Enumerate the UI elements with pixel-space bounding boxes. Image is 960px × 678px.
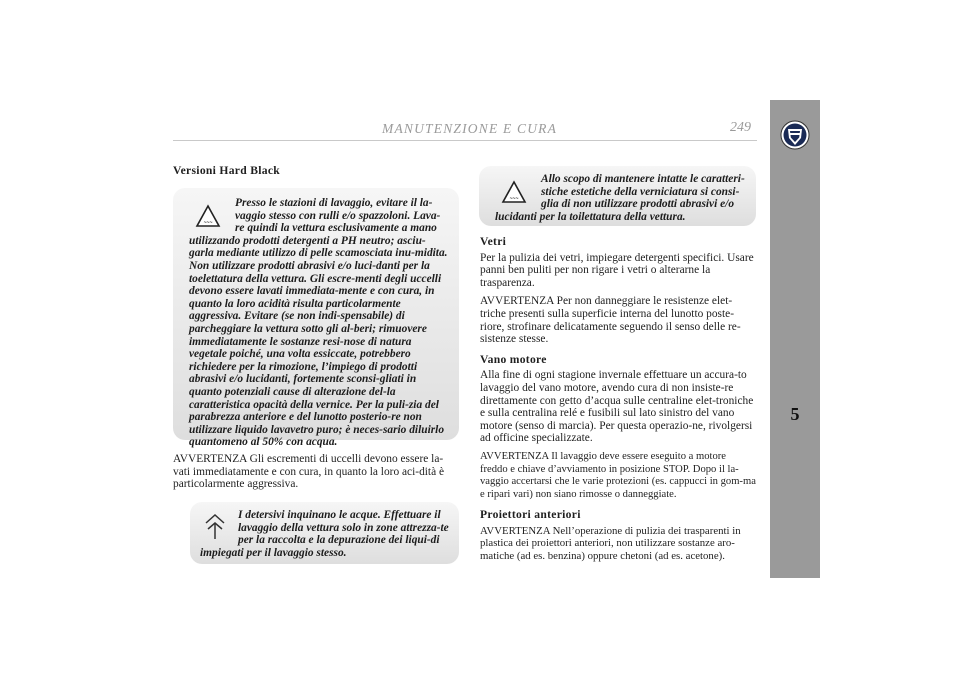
environment-leaf-icon [200, 509, 230, 541]
vetri-paragraph-2: AVVERTENZA Per non danneggiare le resistenze elet-triche presenti sulla superficie interna del lunotto poste-riore, strofinare delicatamente seguendo il senso delle re-sistenze stesse. [480, 295, 741, 346]
running-header-title: MANUTENZIONE E CURA [382, 121, 558, 136]
warning-box-text: Allo scopo di mantenere intatte le caratteri-stiche estetiche della verniciatura si consi-glia di non utilizzare prodotti abrasivi e/o lucidanti per la toilettatura della vettura. [495, 173, 745, 223]
chapter-tab-strip [770, 100, 820, 578]
left-column [173, 165, 457, 178]
warning-box-text: Presso le stazioni di lavaggio, evitare il la-vaggio stesso con rulli e/o spazzoloni. Lava-re quindi la vettura esclusivamente a mano utilizzando prodotti detergenti a PH neutro; asciu-garla mediante utilizzo di pelle scamosciata inu-midita. Non utilizzare prodotti abrasivi e/o luci-danti per la toelettatura della vettura. Gli escre-menti degli uccelli devono essere lavati immediata-mente e con cura, in quanto la loro acidità risulta particolarmente aggressiva. Evitare (se non indi-spensabile) di parcheggiare la vettura sotto gli al-beri; rimuovere immediatamente le sostanze resi-nose di natura vegetale poiché, una volta essiccate, potrebbero richiedere per la rimozione, l’impiego di prodotti abrasivi e/o lucidanti, fortemente sconsi-gliati in quanto potenziali cause di alterazione del-la caratteristica opacità della vernice. Per la puli-zia del parabrezza anteriore e del lunotto posterio-re non utilizzare liquido lavavetro puro; è neces-sario diluirlo quantomeno al 50% con acqua. [189, 197, 448, 449]
environment-box [190, 502, 459, 564]
section-heading-hard-black: Versioni Hard Black [173, 164, 281, 177]
right-column-body [480, 236, 756, 563]
vetri-paragraph-1: Per la pulizia dei vetri, impiegare detergenti specifici. Usare panni ben puliti per non rigare i vetri o alterarne la trasparenza. [480, 251, 754, 289]
section-heading-vano-motore: Vano motore [480, 352, 547, 366]
left-warning-paragraph [173, 453, 457, 491]
vano-paragraph-1: Alla fine di ogni stagione invernale effettuare un accura-to lavaggio del vano motore, avendo cura di non insiste-re direttamente con getto d’acqua sulle centraline elet-troniche e sulla centralina relé e fusibili sul lato sinistro del vano motore (senso di marcia). Per questa operazio-ne, rivolgersi ad officine specializzate. [480, 369, 754, 445]
section-heading-vetri: Vetri [480, 235, 507, 248]
warning-box-hard-black [173, 188, 459, 449]
warning-triangle-icon [189, 197, 227, 231]
svg-text:~~~: ~~~ [203, 220, 213, 226]
avvertenza-escrementi: AVVERTENZA Gli escrementi di uccelli devono essere la-vati immediatamente e con cura, in quanto la loro aci-dità è particolarmente aggressiva. [173, 453, 445, 491]
proiettori-paragraph-1: AVVERTENZA Nell’operazione di pulizia dei trasparenti in plastica dei proiettori anteriori, non utilizzare sostanze aro-matiche (ad es. benzina) oppure chetoni (ad es. acetone). [480, 524, 741, 563]
warning-triangle-icon [495, 173, 533, 207]
environment-box-text: I detersivi inquinano le acque. Effettuare il lavaggio della vettura solo in zone attrezza-te per la raccolta e la depurazione dei liqui-di impiegati per il lavaggio stesso. [200, 509, 449, 559]
warning-box-verniciatura [479, 166, 756, 226]
svg-text:~~~: ~~~ [509, 196, 519, 202]
chapter-number: 5 [790, 404, 800, 424]
lancia-shield-icon [780, 120, 810, 150]
page-number: 249 [730, 120, 751, 135]
vano-paragraph-2: AVVERTENZA Il lavaggio deve essere eseguito a motore freddo e chiave d’avviamento in posizione STOP. Dopo il la-vaggio accertarsi che le varie protezioni (es. cappucci in gom-ma e ripari vari) non siano rimosse o danneggiate. [480, 450, 756, 500]
header-divider [173, 140, 757, 141]
section-heading-proiettori: Proiettori anteriori [480, 508, 581, 522]
